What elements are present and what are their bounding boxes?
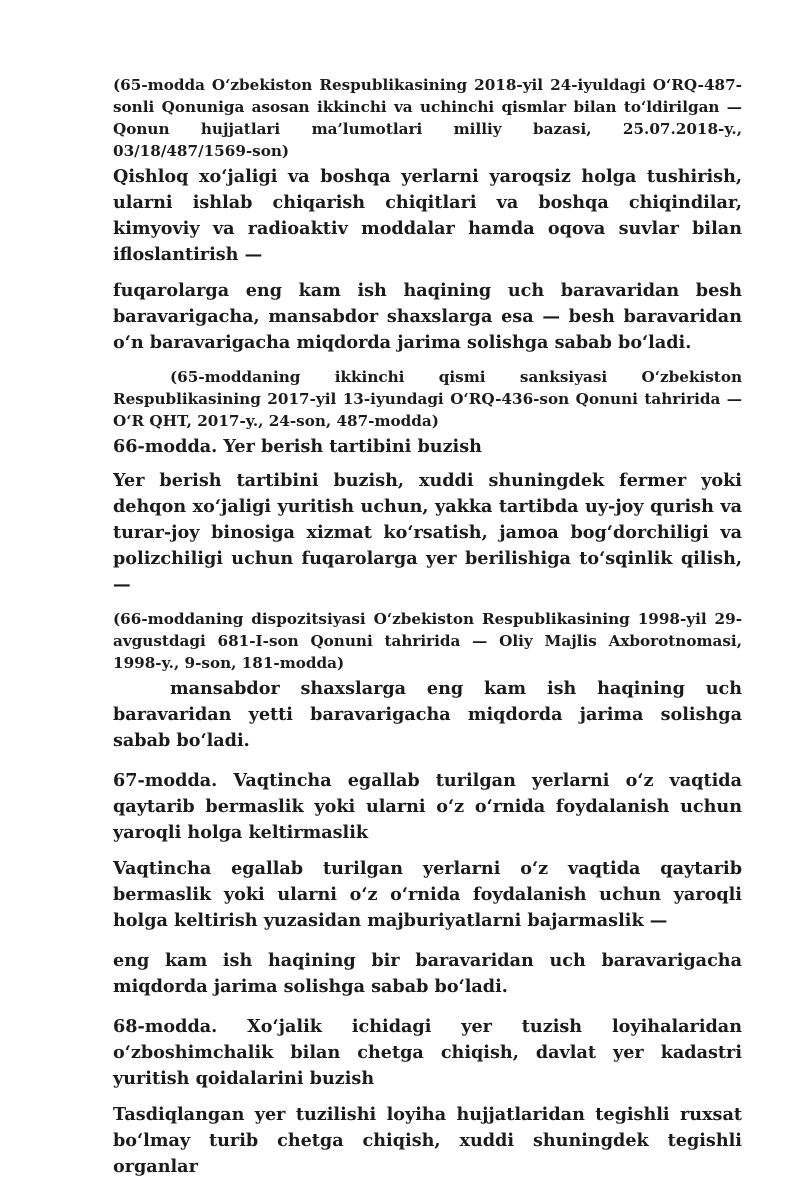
article-66-paragraph-disposition: Yer berish tartibini buzish, xuddi shuningdek fermer yoki dehqon xo‘jaligi yuritish uchun, yakka tartibda uy-joy qurish va turar-joy binosiga xizmat ko‘rsatish, jamoa bog‘dorchiligi va polizchiligi uchun fuqarolarga yer berilishiga to‘sqinlik qilish, — bbox=[113, 470, 742, 595]
amendment-note-65: (65-modda O‘zbekiston Respublikasining 2018-yil 24-iyuldagi O‘RQ-487-sonli Qonuniga asosan ikkinchi va uchinchi qismlar bilan to‘ldirilgan — Qonun hujjatlari ma’lumotlari milliy bazasi, 25.07.2018-y., 03/18/487/1569-son) bbox=[113, 76, 742, 160]
amendment-note-66: (66-moddaning dispozitsiyasi O‘zbekiston Respublikasining 1998-yil 29-avgustdagi 681-I-son Qonuni tahririda — Oliy Majlis Axborotnomasi, 1998-y., 9-son, 181-modda) bbox=[113, 610, 742, 672]
article-67-heading: 67-modda. Vaqtincha egallab turilgan yerlarni o‘z vaqtida qaytarib bermaslik yoki ularni o‘z o‘rnida foydalanish uchun yaroqli holga keltirmaslik bbox=[113, 770, 742, 843]
article-67-paragraph-disposition: Vaqtincha egallab turilgan yerlarni o‘z vaqtida qaytarib bermaslik yoki ularni o‘z o‘rnida foydalanish uchun yaroqli holga keltirish yuzasidan majburiyatlarni bajarmaslik — bbox=[113, 858, 742, 931]
amendment-note-65-sanction: (65-moddaning ikkinchi qismi sanksiyasi O‘zbekiston Respublikasining 2017-yil 13-iyundagi O‘RQ-436-son Qonuni tahririda — O‘R QHT, 2017-y., 24-son, 487-modda) bbox=[113, 368, 742, 430]
article-65-paragraph-sanction: fuqarolarga eng kam ish haqining uch baravaridan besh baravarigacha, mansabdor shaxslarga esa — besh baravaridan o‘n baravarigacha miqdorda jarima solishga sabab bo‘ladi. bbox=[113, 280, 742, 353]
article-65-paragraph-disposition: Qishloq xo‘jaligi va boshqa yerlarni yaroqsiz holga tushirish, ularni ishlab chiqarish chiqitlari va boshqa chiqindilar, kimyoviy va radioaktiv moddalar hamda oqova suvlar bilan ifloslantirish — bbox=[113, 166, 742, 265]
article-68-paragraph-disposition: Tasdiqlangan yer tuzilishi loyiha hujjatlaridan tegishli ruxsat bo‘lmay turib chetga chiqish, xuddi shuningdek tegishli organlar bbox=[113, 1104, 742, 1177]
article-66-paragraph-sanction: mansabdor shaxslarga eng kam ish haqining uch baravaridan yetti baravarigacha miqdorda jarima solishga sabab bo‘ladi. bbox=[113, 678, 742, 751]
article-66-heading: 66-modda. Yer berish tartibini buzish bbox=[113, 436, 482, 457]
article-68-heading: 68-modda. Xo‘jalik ichidagi yer tuzish loyihalaridan o‘zboshimchalik bilan chetga chiqish, davlat yer kadastri yuritish qoidalarini buzish bbox=[113, 1016, 742, 1089]
article-67-paragraph-sanction: eng kam ish haqining bir baravaridan uch baravarigacha miqdorda jarima solishga sabab bo‘ladi. bbox=[113, 950, 742, 997]
